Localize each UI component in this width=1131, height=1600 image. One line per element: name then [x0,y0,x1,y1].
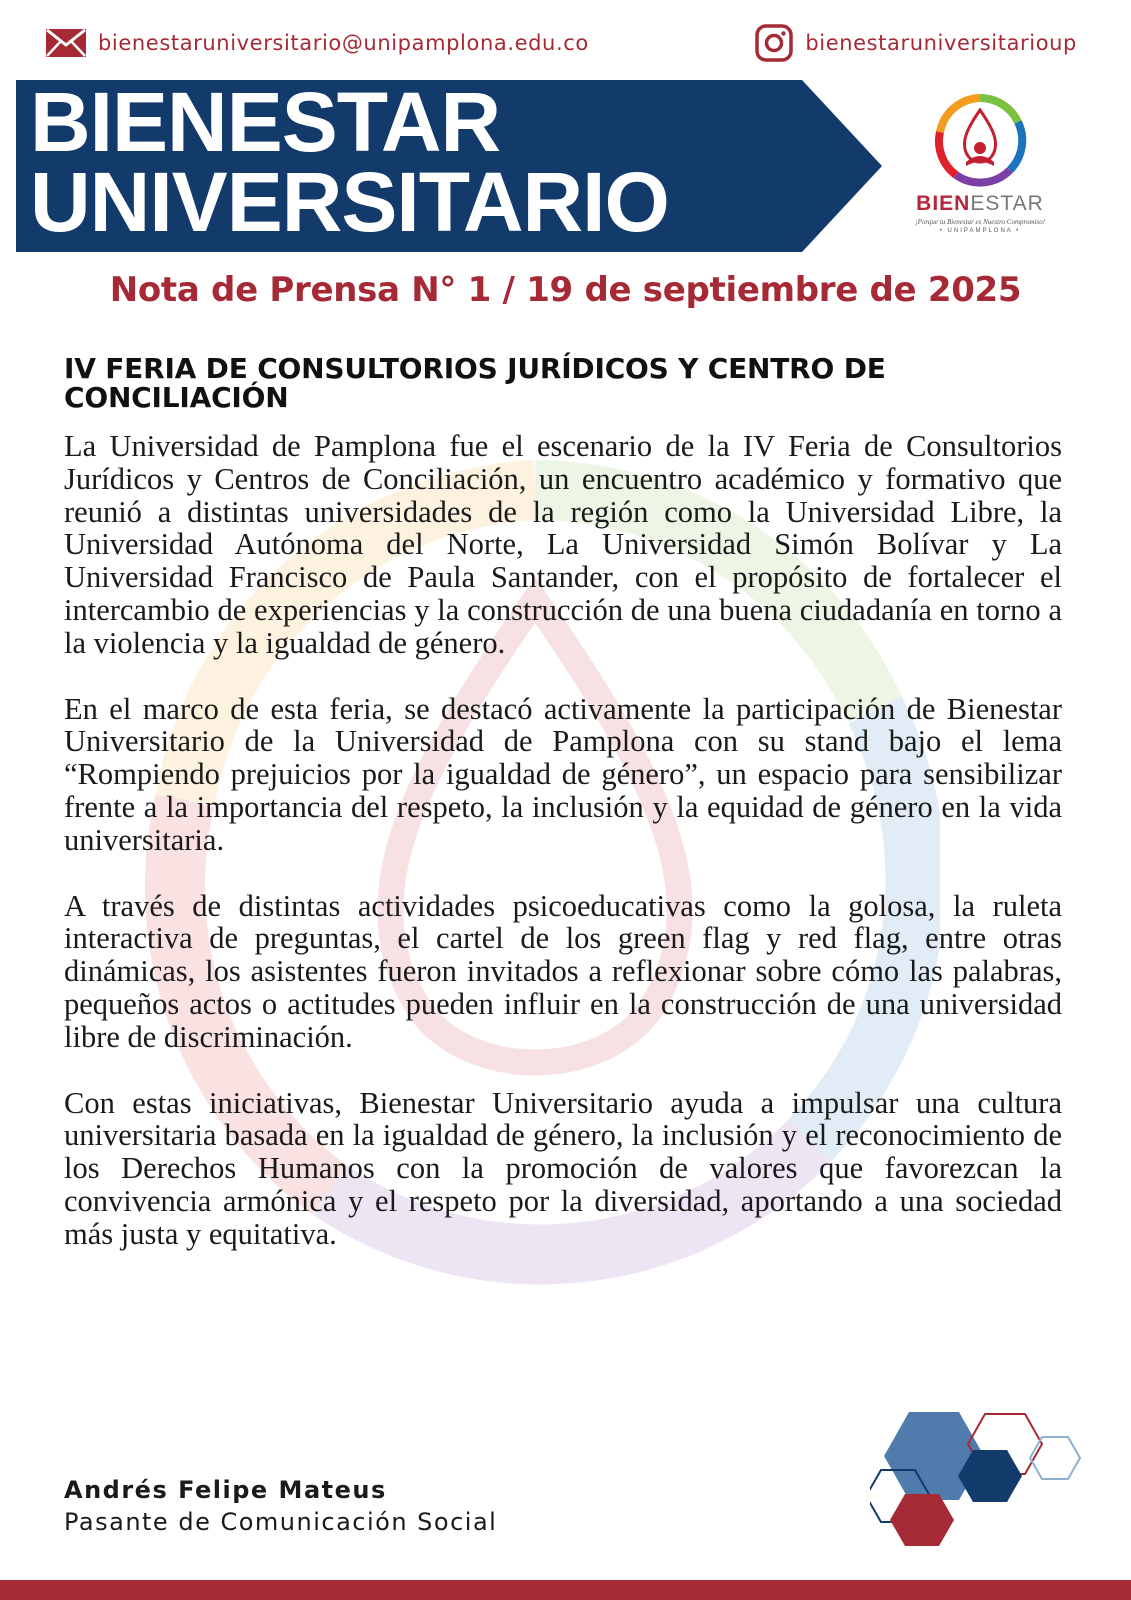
header-banner [16,75,882,252]
banner-title [30,75,669,249]
article [64,354,1062,1284]
contact-email-text[interactable]: bienestaruniversitario@unipamplona.edu.co [98,31,589,55]
bienestar-wordmark-part2: ESTAR [970,192,1044,215]
banner-title-line1: BIENESTAR [30,75,501,169]
author-name: Andrés Felipe Mateus [64,1476,387,1504]
bienestar-ring-icon [932,92,1028,188]
bienestar-logo [910,92,1050,242]
banner-title-line2: UNIVERSITARIO [30,155,669,249]
bienestar-tagline: ¡Porque tu Bienestar es Nuestro Compromiso! [914,218,1046,226]
signature-block [64,1474,497,1538]
bienestar-wordmark [910,192,1050,216]
bienestar-sub: • UNIPAMPLONA • [939,228,1021,234]
article-paragraph: La Universidad de Pamplona fue el escenario de la IV Feria de Consultorios Jurídicos y Centros de Conciliación, un encuentro académico y formativo que reunió a distintas universidades de la región como la Universidad Libre, la Universidad Autónoma del Norte, La Universidad Simón Bolívar y La Universidad Francisco de Paula Santander, con el propósito de fortalecer el intercambio de experiencias y la construcción de una buena ciudadanía en torno a la violencia y la igualdad de género. [64,429,1062,660]
contact-instagram-text[interactable]: bienestaruniversitarioup [805,31,1077,55]
contact-email[interactable] [46,26,589,60]
article-paragraph: A través de distintas actividades psicoeducativas como la golosa, la ruleta interactiva de preguntas, el cartel de los green flag y red flag, entre otras dinámicas, los asistentes fueron invitados a reflexionar sobre cómo las palabras, pequeños actos o actitudes pueden influir en la construcción de una universidad libre de discriminación. [64,888,1062,1054]
article-title: IV FERIA DE CONSULTORIOS JURÍDICOS Y CENTRO DE CONCILIACIÓN [64,352,886,414]
article-paragraph: En el marco de esta feria, se destacó activamente la participación de Bienestar Universitario de la Universidad de Pamplona con su stand bajo el lema “Rompiendo prejuicios por la igualdad de género”, un espacio para sensibilizar frente a la importancia del respeto, la inclusión y la equidad de género en la vida universitaria. [64,691,1062,857]
envelope-icon [46,29,86,57]
footer-bar [0,1580,1131,1600]
hexagon-shape [1030,1437,1080,1479]
press-note-heading: Nota de Prensa N° 1 / 19 de septiembre de 2025 [109,270,1022,310]
bienestar-wordmark-part1: BIEN [916,192,971,215]
decorative-hexagons [870,1406,1120,1580]
contact-instagram[interactable] [755,26,1077,60]
hexagon-shape [890,1494,954,1546]
article-paragraph: Con estas iniciativas, Bienestar Universitario ayuda a impulsar una cultura universitaria basada en la igualdad de género, la inclusión y el reconocimiento de los Derechos Humanos con la promoción de valores que favorezcan la convivencia armónica y el respeto por la diversidad, aportando a una sociedad más justa y equitativa. [64,1085,1062,1251]
instagram-icon [755,24,793,62]
author-role: Pasante de Comunicación Social [64,1508,498,1536]
